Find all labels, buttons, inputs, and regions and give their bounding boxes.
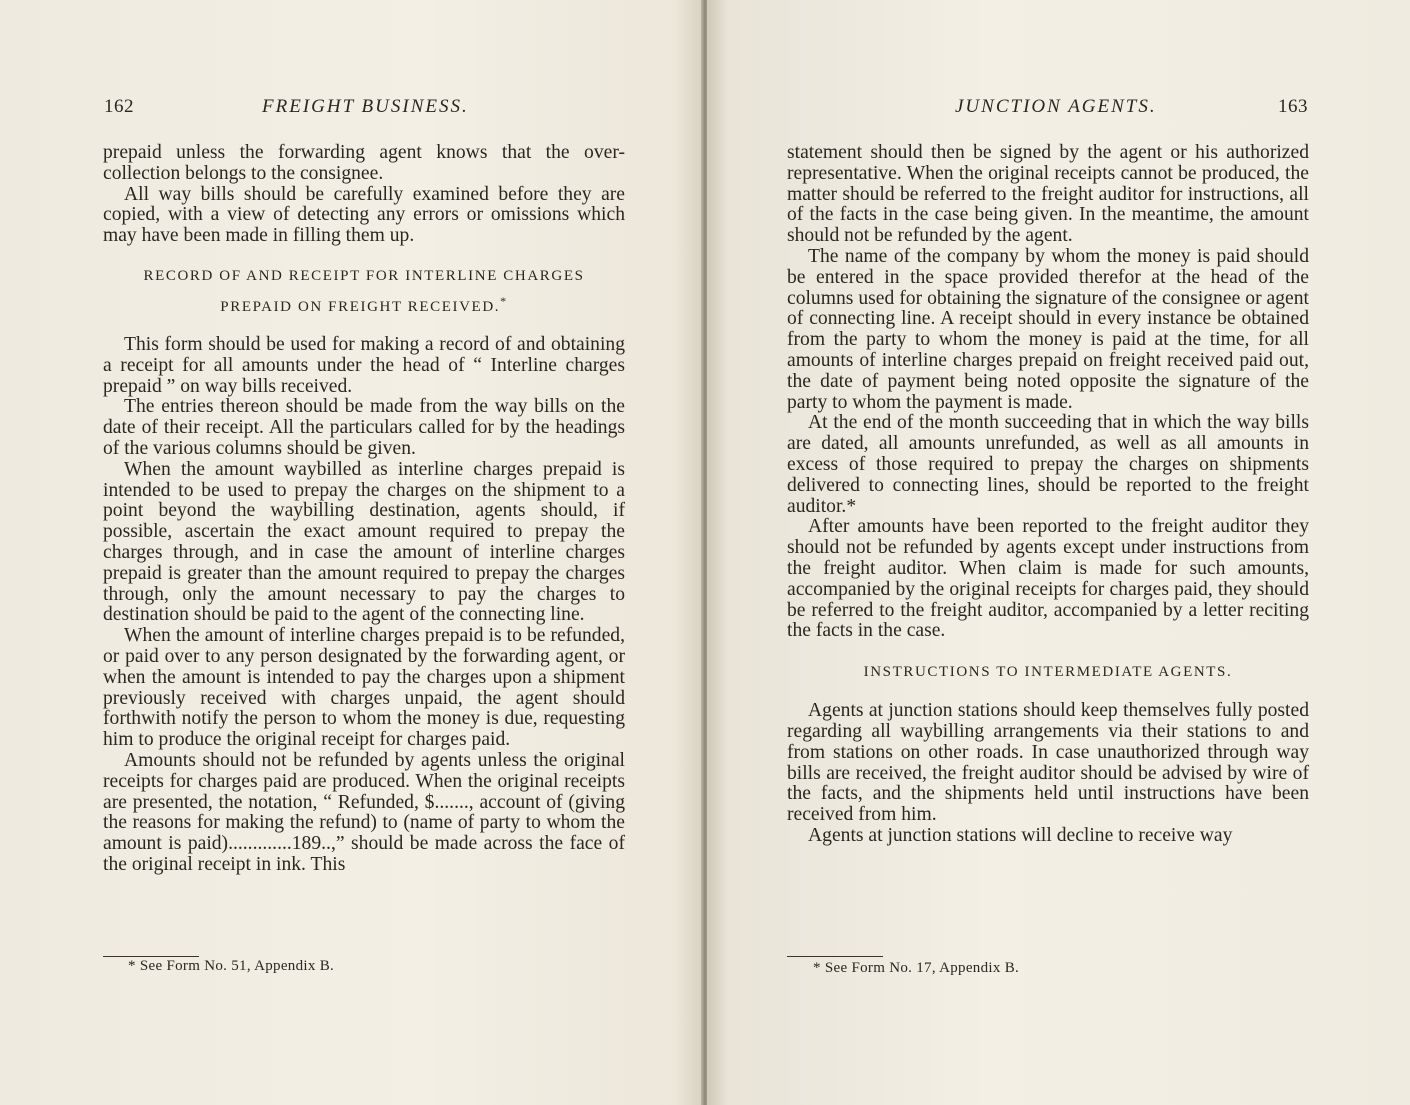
paragraph: prepaid unless the forwarding agent knows that the over-collection belongs to the consignee. [103,142,625,184]
paragraph: This form should be used for making a record of and obtaining a receipt for all amounts under the head of “ Interline charges prepaid ” on way bills received. [103,333,625,397]
left-text-column [103,143,625,876]
paragraph: At the end of the month succeeding that in which the way bills are dated, all amounts unrefunded, as well as all amounts in excess of those required to prepay the charges on shipments delivered to connecting lines, should be reported to the freight auditor.* [787,412,1309,517]
section-heading-line-2: PREPAID ON FREIGHT RECEIVED. [220,298,501,315]
paragraph: Agents at junction stations will decline to receive way [808,824,1233,846]
running-head: JUNCTION AGENTS. [955,96,1157,117]
paragraph: Agents at junction stations should keep themselves fully posted regarding all waybilling arrangements via their stations to and from stations on other roads. In case unauthorized through way bills are received, the freight auditor should be advised by wire of the facts, and the shipments held until instructions have been received from him. [787,700,1309,826]
paragraph: Amounts should not be refunded by agents unless the original receipts for charges paid are produced. When the original receipts are presented, the notation, “ Refunded, $......., account of (giving the reasons for making the refund) to (name of party to whom the amount is paid).............189..,” should be made across the face of the original receipt in ink. This [103,749,625,875]
right-text-column [787,143,1309,847]
section-heading [103,264,625,289]
footnote: * See Form No. 17, Appendix B. [813,960,1020,976]
footnote-rule [103,956,199,957]
running-head: FREIGHT BUSINESS. [262,96,469,117]
footnote-rule [787,956,883,957]
page-number: 162 [104,96,134,117]
paragraph: When the amount waybilled as interline charges prepaid is intended to be used to prepay the charges on the shipment to a point beyond the waybilling destination, agents should, if possible, ascertain the exact amount required to prepay the charges through, and in case the amount of interline charges prepaid is greater than the amount required to prepay the charges through, only the amount necessary to pay the charges to destination should be paid to the agent of the connecting line. [103,458,625,626]
left-page [0,0,703,1105]
paragraph: statement should then be signed by the agent or his authorized representative. When the original receipts cannot be produced, the matter should be referred to the freight auditor for instructions, all of the facts in the case being given. In the meantime, the amount should not be refunded by the agent. [787,142,1309,247]
paragraph: When the amount of interline charges prepaid is to be refunded, or paid over to any person designated by the forwarding agent, or when the amount is intended to pay the charges upon a shipment previously received with charges unpaid, the agent should forthwith notify the person to whom the money is due, requesting him to produce the original receipt for charges paid. [103,625,625,751]
paragraph: The entries thereon should be made from the way bills on the date of their receipt. All the particulars called for by the headings of the various columns should be given. [103,396,625,459]
footnote-marker: * [500,293,508,308]
right-page [707,0,1410,1105]
section-heading-2 [103,289,625,320]
footnote: * See Form No. 51, Appendix B. [128,958,335,974]
paragraph: All way bills should be carefully examined before they are copied, with a view of detecting any errors or omissions which may have been made in filling them up. [103,183,625,247]
section-heading: INSTRUCTIONS TO INTERMEDIATE AGENTS. [863,664,1233,681]
paragraph: The name of the company by whom the money is paid should be entered in the space provided therefor at the head of the columns used for obtaining the signature of the consignee or agent of connecting line. A receipt should in every instance be obtained from the party to whom the money is paid at the time, for all amounts of interline charges prepaid on freight received paid out, the date of payment being noted opposite the signature of the party to whom the payment is made. [787,245,1309,413]
paragraph: After amounts have been reported to the freight auditor they should not be refunded by agents except under instructions from the freight auditor. When claim is made for such amounts, accompanied by the original receipts for charges paid, they should be referred to the freight auditor, accompanied by a letter reciting the facts in the case. [787,516,1309,642]
page-number: 163 [1278,96,1308,117]
section-heading-line-1: RECORD OF AND RECEIPT FOR INTERLINE CHARGES [143,267,585,284]
